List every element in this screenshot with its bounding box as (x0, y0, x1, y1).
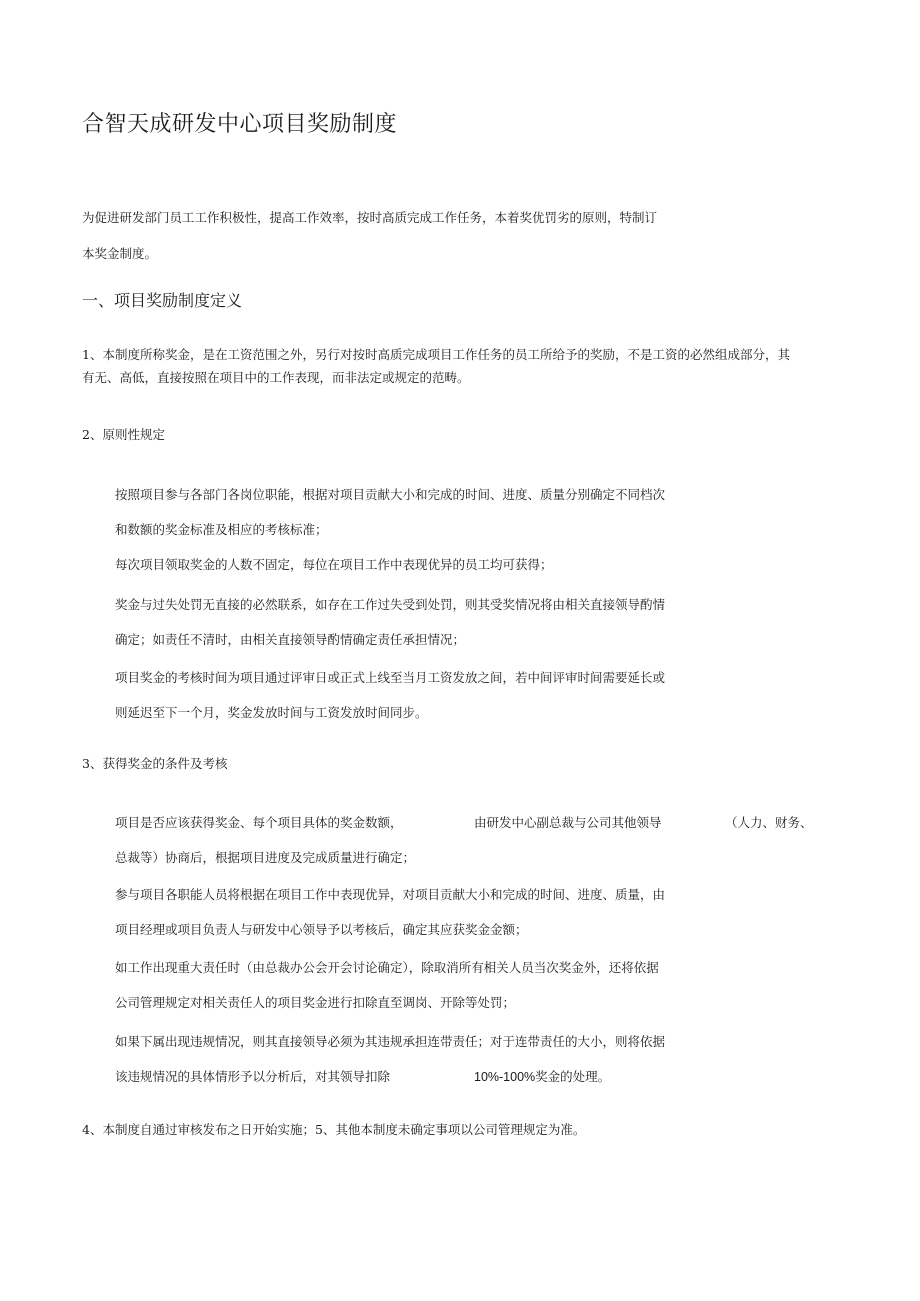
intro-line-1: 为促进研发部门员工工作积极性，提高工作效率，按时高质完成工作任务，本着奖优罚劣的原则，特制订 (82, 210, 658, 225)
intro-line-2: 本奖金制度。 (82, 246, 158, 261)
section-3-line-1-part-b: 由研发中心副总裁与公司其他领导 (474, 815, 662, 830)
section-2-line: 按照项目参与各部门各岗位职能，根据对项目贡献大小和完成的时间、进度、质量分别确定不同档次 (115, 487, 666, 502)
section-3-heading: 3、获得奖金的条件及考核 (82, 756, 228, 771)
section-3-line-8-part-b: 10%-100%奖金的处理。 (474, 1070, 611, 1084)
section-3-line-2: 总裁等）协商后，根据项目进度及完成质量进行确定； (115, 850, 416, 865)
section-3-line-7: 如果下属出现违规情况，则其直接领导必须为其违规承担连带责任；对于连带责任的大小，则将依据 (115, 1034, 666, 1049)
section-1-para-line-1: 1、本制度所称奖金，是在工资范围之外，另行对按时高质完成项目工作任务的员工所给予的奖励，不是工资的必然组成部分，其 (82, 347, 790, 362)
section-2-line: 奖金与过失处罚无直接的必然联系，如存在工作过失受到处罚，则其受奖情况将由相关直接领导酌情 (115, 597, 666, 612)
section-2-line: 每次项目领取奖金的人数不固定，每位在项目工作中表现优异的员工均可获得； (115, 557, 553, 572)
section-2-line: 则延迟至下一个月，奖金发放时间与工资发放时间同步。 (115, 705, 428, 720)
section-3-line-1-part-c: （人力、财务、 (725, 815, 813, 830)
section-2-line: 确定；如责任不清时，由相关直接领导酌情确定责任承担情况； (115, 632, 466, 647)
section-3-line-8-part-a: 该违规情况的具体情形予以分析后，对其领导扣除 (115, 1069, 391, 1084)
section-3-line-1 (115, 815, 815, 831)
section-3-line-5: 如工作出现重大责任时（由总裁办公会开会讨论确定），除取消所有相关人员当次奖金外，还将依据 (115, 960, 659, 975)
section-3-line-8 (115, 1069, 635, 1085)
section-3-line-3: 参与项目各职能人员将根据在项目工作中表现优异，对项目贡献大小和完成的时间、进度、质量，由 (115, 887, 666, 902)
section-3-line-6: 公司管理规定对相关责任人的项目奖金进行扣除直至调岗、开除等处罚； (115, 995, 516, 1010)
section-2-line: 项目奖金的考核时间为项目通过评审日或正式上线至当月工资发放之间，若中间评审时间需要延长或 (115, 670, 666, 685)
section-1-heading: 一、项目奖励制度定义 (82, 291, 243, 310)
section-2-line: 和数额的奖金标准及相应的考核标准； (115, 522, 328, 537)
section-2-heading: 2、原则性规定 (82, 427, 165, 442)
section-1-para-line-2: 有无、高低，直接按照在项目中的工作表现，而非法定或规定的范畴。 (82, 370, 470, 385)
section-3-line-4: 项目经理或项目负责人与研发中心领导予以考核后，确定其应获奖金金额； (115, 922, 528, 937)
document-title: 合智天成研发中心项目奖励制度 (82, 112, 398, 137)
closing-statement: 4、本制度自通过审核发布之日开始实施；5、其他本制度未确定事项以公司管理规定为准。 (82, 1122, 586, 1137)
section-3-line-1-part-a: 项目是否应该获得奖金、每个项目具体的奖金数额， (115, 815, 403, 830)
